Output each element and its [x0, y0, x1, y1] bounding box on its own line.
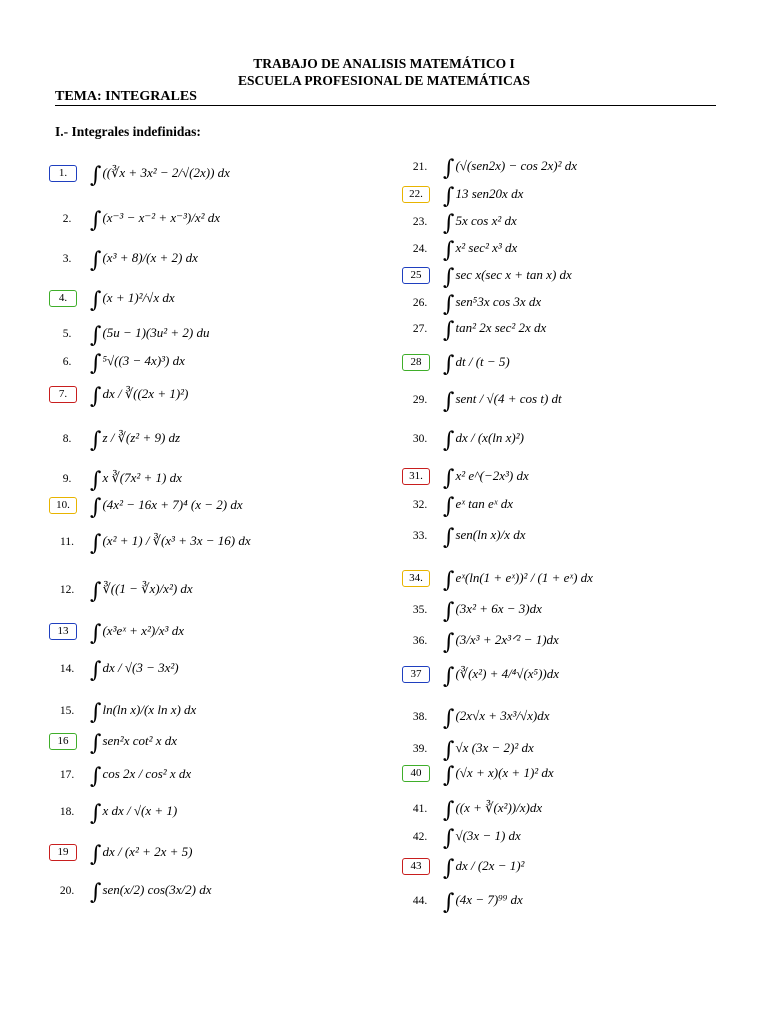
- exercise-number: 5.: [62, 328, 72, 340]
- integrand: √x (3x − 2)² dx: [455, 740, 534, 755]
- integrand: x dx / √(x + 1): [102, 803, 178, 818]
- integral-sign: ∫: [90, 764, 102, 789]
- integrand: tan² 2x sec² 2x dx: [455, 320, 547, 335]
- integral-sign: ∫: [443, 856, 455, 881]
- exercise-number: 2.: [62, 213, 72, 225]
- integral-expression: [90, 208, 221, 233]
- exercise-number: 18.: [59, 806, 75, 818]
- integrand: eˣ(ln(1 + eˣ))² / (1 + eˣ) dx: [455, 570, 593, 585]
- integral-sign: ∫: [90, 731, 102, 756]
- integral-expression: [443, 466, 529, 491]
- exercise-number: 19: [49, 844, 77, 861]
- integral-sign: ∫: [90, 163, 102, 188]
- exercise-number: 36.: [412, 635, 428, 647]
- integral-sign: ∫: [90, 880, 102, 905]
- integral-expression: [443, 798, 543, 823]
- exercise-number: 39.: [412, 743, 428, 755]
- integral-sign: ∫: [443, 156, 455, 181]
- integral-expression: [90, 621, 184, 646]
- integral-sign: ∫: [90, 384, 102, 409]
- integral-expression: [90, 428, 181, 453]
- integral-expression: [443, 856, 525, 881]
- exercise-number: 6.: [62, 356, 72, 368]
- integrand: sen(x/2) cos(3x/2) dx: [102, 882, 212, 897]
- integrand: eˣ tan eˣ dx: [455, 496, 513, 511]
- integral-expression: [90, 531, 251, 556]
- exercise-number: 27.: [412, 323, 428, 335]
- integrand: z / ∛(z² + 9) dz: [102, 430, 181, 445]
- integral-sign: ∫: [443, 664, 455, 689]
- integrand: (∛(x²) + 4/⁴√(x⁵))dx: [455, 666, 559, 681]
- integrand: ∛((1 − ∛x)/x²) dx: [102, 581, 193, 596]
- integral-expression: [443, 156, 578, 181]
- integrand: dt / (t − 5): [455, 354, 510, 369]
- exercise-number: 12.: [59, 584, 75, 596]
- integral-sign: ∫: [443, 890, 455, 915]
- integral-sign: ∫: [443, 763, 455, 788]
- integral-sign: ∫: [90, 579, 102, 604]
- integrand: sent / √(4 + cos t) dt: [455, 391, 562, 406]
- exercise-number: 37: [402, 666, 430, 683]
- integrand: (√(sen2x) − cos 2x)² dx: [455, 158, 578, 173]
- integrand: 5x cos x² dx: [455, 213, 517, 228]
- integral-expression: [443, 352, 510, 377]
- integral-sign: ∫: [90, 495, 102, 520]
- exercise-number: 4.: [49, 290, 77, 307]
- exercise-number: 14.: [59, 663, 75, 675]
- integrand: (x² + 1) / ∛(x³ + 3x − 16) dx: [102, 533, 251, 548]
- integrand: sen(ln x)/x dx: [455, 527, 526, 542]
- integral-expression: [90, 384, 189, 409]
- integrand: ln(ln x)/(x ln x) dx: [102, 702, 197, 717]
- integral-sign: ∫: [90, 658, 102, 683]
- exercise-number: 35.: [412, 604, 428, 616]
- integrand: (5u − 1)(3u² + 2) du: [102, 325, 210, 340]
- integral-sign: ∫: [443, 238, 455, 263]
- integrand: 13 sen20x dx: [455, 186, 524, 201]
- section-title: I.- Integrales indefinidas:: [55, 124, 201, 139]
- exercise-number: 29.: [412, 394, 428, 406]
- integral-sign: ∫: [443, 318, 455, 343]
- integrand: √(3x − 1) dx: [455, 828, 521, 843]
- exercise-number: 34.: [402, 570, 430, 587]
- integrand: x² e^(−2x³) dx: [455, 468, 529, 483]
- integral-expression: [90, 579, 193, 604]
- integrand: (2x√x + 3x³/√x)dx: [455, 708, 550, 723]
- exercise-number: 32.: [412, 499, 428, 511]
- integral-expression: [90, 880, 212, 905]
- exercise-number: 9.: [62, 473, 72, 485]
- exercise-number: 33.: [412, 530, 428, 542]
- integral-expression: [443, 389, 562, 414]
- integrand: ((x + ∛(x²))/x)dx: [455, 800, 543, 815]
- exercise-number: 24.: [412, 243, 428, 255]
- integral-sign: ∫: [90, 208, 102, 233]
- integral-expression: [443, 318, 547, 343]
- integral-expression: [90, 351, 185, 376]
- integral-expression: [443, 184, 524, 209]
- integrand: (4x² − 16x + 7)⁴ (x − 2) dx: [102, 497, 243, 512]
- exercise-number: 42.: [412, 831, 428, 843]
- integrand: dx / ∛((2x + 1)²): [102, 386, 189, 401]
- integral-expression: [443, 211, 517, 236]
- integral-sign: ∫: [443, 738, 455, 763]
- integral-sign: ∫: [90, 351, 102, 376]
- integral-sign: ∫: [90, 288, 102, 313]
- exercise-number: 38.: [412, 711, 428, 723]
- exercise-number: 10.: [49, 497, 77, 514]
- integrand: x ∛(7x² + 1) dx: [102, 470, 182, 485]
- integrand: ((∛x + 3x² − 2/√(2x)) dx: [102, 165, 230, 180]
- integral-sign: ∫: [443, 184, 455, 209]
- integral-sign: ∫: [443, 798, 455, 823]
- integral-expression: [90, 323, 210, 348]
- integral-expression: [443, 890, 523, 915]
- integral-expression: [443, 568, 593, 593]
- integral-sign: ∫: [90, 621, 102, 646]
- integrand: dx / (x² + 2x + 5): [102, 844, 193, 859]
- integral-sign: ∫: [90, 428, 102, 453]
- integral-expression: [90, 248, 198, 273]
- exercise-number: 16: [49, 733, 77, 750]
- exercise-number: 7.: [49, 386, 77, 403]
- integral-sign: ∫: [443, 466, 455, 491]
- exercise-number: 1.: [49, 165, 77, 182]
- integral-expression: [443, 763, 554, 788]
- exercise-number: 22.: [402, 186, 430, 203]
- integral-expression: [90, 658, 179, 683]
- exercise-number: 40: [402, 765, 430, 782]
- integrand: (x³eˣ + x²)/x³ dx: [102, 623, 184, 638]
- integral-sign: ∫: [443, 706, 455, 731]
- integral-sign: ∫: [443, 265, 455, 290]
- integrand: (√x + x)(x + 1)² dx: [455, 765, 554, 780]
- exercise-number: 8.: [62, 433, 72, 445]
- exercise-number: 21.: [412, 161, 428, 173]
- integral-expression: [443, 826, 521, 851]
- exercise-number: 3.: [62, 253, 72, 265]
- integrand: dx / (x(ln x)²): [455, 430, 524, 445]
- integral-sign: ∫: [443, 568, 455, 593]
- exercise-number: 30.: [412, 433, 428, 445]
- integral-expression: [443, 494, 513, 519]
- header-rule: [55, 105, 716, 106]
- exercise-number: 43: [402, 858, 430, 875]
- integrand: dx / (2x − 1)²: [455, 858, 525, 873]
- integral-expression: [443, 706, 550, 731]
- integral-sign: ∫: [443, 352, 455, 377]
- integral-expression: [90, 288, 175, 313]
- integral-sign: ∫: [90, 700, 102, 725]
- integral-sign: ∫: [443, 599, 455, 624]
- integral-sign: ∫: [443, 428, 455, 453]
- integral-expression: [90, 842, 193, 867]
- integral-expression: [443, 292, 542, 317]
- integral-expression: [443, 428, 524, 453]
- integral-expression: [90, 764, 192, 789]
- integral-sign: ∫: [443, 211, 455, 236]
- integral-expression: [443, 599, 542, 624]
- exercise-number: 25: [402, 267, 430, 284]
- integral-sign: ∫: [443, 630, 455, 655]
- integrand: sen²x cot² x dx: [102, 733, 178, 748]
- integral-sign: ∫: [90, 801, 102, 826]
- integrand: (x⁻³ − x⁻² + x⁻³)/x² dx: [102, 210, 221, 225]
- integral-expression: [90, 700, 197, 725]
- exercise-number: 26.: [412, 297, 428, 309]
- exercise-number: 20.: [59, 885, 75, 897]
- integrand: cos 2x / cos² x dx: [102, 766, 192, 781]
- integral-expression: [90, 163, 230, 188]
- integrand: (x + 1)²/√x dx: [102, 290, 175, 305]
- integral-expression: [90, 731, 178, 756]
- integral-sign: ∫: [90, 842, 102, 867]
- exercise-number: 13: [49, 623, 77, 640]
- integral-sign: ∫: [443, 525, 455, 550]
- integral-expression: [443, 630, 559, 655]
- integral-expression: [443, 238, 518, 263]
- header-line-1: TRABAJO DE ANALISIS MATEMÁTICO I: [253, 56, 515, 71]
- exercise-number: 28: [402, 354, 430, 371]
- topic-title: TEMA: INTEGRALES: [55, 89, 197, 104]
- integrand: sec x(sec x + tan x) dx: [455, 267, 572, 282]
- exercise-number: 41.: [412, 803, 428, 815]
- integrand: ⁵√((3 − 4x)³) dx: [102, 353, 185, 368]
- integrand: (3/x³ + 2x³ᐟ² − 1)dx: [455, 632, 559, 647]
- integrand: (3x² + 6x − 3)dx: [455, 601, 542, 616]
- exercise-number: 44.: [412, 895, 428, 907]
- integrand: (4x − 7)⁹⁹ dx: [455, 892, 523, 907]
- integral-sign: ∫: [443, 389, 455, 414]
- exercise-number: 15.: [59, 705, 75, 717]
- exercise-number: 23.: [412, 216, 428, 228]
- header-line-2: ESCUELA PROFESIONAL DE MATEMÁTICAS: [238, 73, 530, 88]
- integral-sign: ∫: [443, 292, 455, 317]
- integral-expression: [443, 525, 526, 550]
- exercise-number: 31.: [402, 468, 430, 485]
- integral-sign: ∫: [443, 494, 455, 519]
- integral-expression: [443, 664, 559, 689]
- integral-expression: [443, 265, 572, 290]
- integrand: dx / √(3 − 3x²): [102, 660, 179, 675]
- integral-sign: ∫: [90, 531, 102, 556]
- integral-sign: ∫: [90, 468, 102, 493]
- integral-sign: ∫: [90, 248, 102, 273]
- document-header: [0, 55, 768, 89]
- integral-expression: [90, 801, 178, 826]
- integral-expression: [90, 468, 182, 493]
- integrand: sen⁵3x cos 3x dx: [455, 294, 542, 309]
- exercise-number: 17.: [59, 769, 75, 781]
- integrand: x² sec² x³ dx: [455, 240, 518, 255]
- integrand: (x³ + 8)/(x + 2) dx: [102, 250, 198, 265]
- exercise-number: 11.: [60, 536, 74, 548]
- integral-sign: ∫: [90, 323, 102, 348]
- integral-expression: [90, 495, 243, 520]
- integral-sign: ∫: [443, 826, 455, 851]
- integral-expression: [443, 738, 534, 763]
